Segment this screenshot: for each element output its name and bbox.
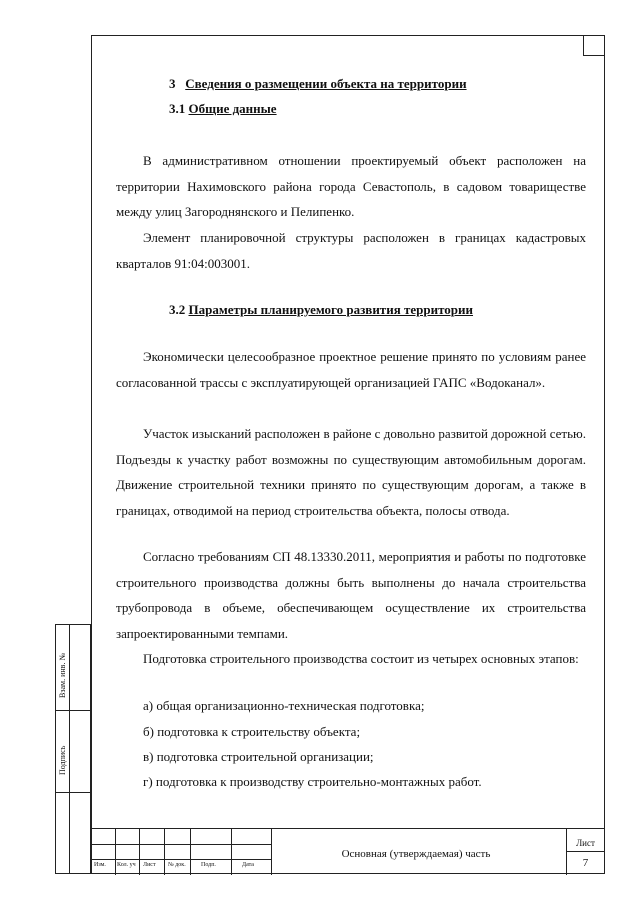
list-item: г) подготовка к производству строительно-монтажных работ. [143, 774, 482, 789]
paragraph: Участок изысканий расположен в районе с довольно развитой дорожной сетью. Подъезды к участку работ возможны по существующим автомобильным дорогам. Движение строительной техники принято по существующим дорогам, а также в границах, отводимой на период строительства объекта, полосы отвода. [116, 426, 586, 518]
list-item: в) подготовка строительной организации; [143, 749, 374, 764]
section-number: 3 [169, 76, 176, 91]
corner-box [583, 36, 605, 56]
caption-date: Дата [242, 862, 254, 868]
list-item: б) подготовка к строительству объекта; [143, 724, 361, 739]
paragraph: В административном отношении проектируемый объект расположен на территории Нахимовского района города Севастополь, в садовом товариществе между улиц Загороднянского и Пелипенко. [116, 153, 586, 219]
caption-doc: № док. [168, 862, 186, 868]
paragraph: Элемент планировочной структуры расположен в границах кадастровых кварталов 91:04:003001. [116, 230, 586, 271]
side-stamp-divider [56, 792, 90, 793]
title-block-center: Основная (утверждаемая) часть [341, 848, 491, 860]
sheet-label: Лист [576, 838, 595, 848]
caption-kol-uch: Кол. уч [117, 862, 136, 868]
subsection-heading-2 [169, 302, 473, 318]
side-stamp-divider [56, 710, 90, 711]
subsection-title: Параметры планируемого развития территории [188, 302, 474, 317]
sheet-number: 7 [582, 857, 589, 869]
side-stamp [55, 624, 91, 874]
subsection-number: 3.1 [169, 101, 186, 116]
section-title: Сведения о размещении объекта на территории [185, 76, 467, 91]
paragraph: Экономически целесообразное проектное решение принято по условиям ранее согласованной трассы с эксплуатирующей организацией ГАПС «Водоканал». [116, 349, 586, 390]
caption-podp: Подп. [201, 862, 216, 868]
caption-izm: Изм. [94, 862, 106, 868]
subsection-title: Общие данные [188, 101, 277, 116]
section-heading [169, 76, 467, 92]
side-stamp-top-label: Взам. инв. № [58, 652, 67, 698]
subsection-heading-1 [169, 101, 277, 117]
title-block [91, 828, 605, 874]
subsection-number: 3.2 [169, 302, 186, 317]
caption-list: Лист [143, 862, 156, 868]
paragraph: Подготовка строительного производства состоит из четырех основных этапов: [143, 651, 579, 666]
paragraph: Согласно требованиям СП 48.13330.2011, мероприятия и работы по подготовке строительного производства должны быть выполнены до начала строительства трубопровода в объеме, обеспечивающем осуществление их строительства запроектированными темпами. [116, 549, 586, 641]
list-item: а) общая организационно-техническая подготовка; [143, 698, 425, 713]
side-stamp-bottom-label: Подпись [58, 745, 67, 775]
